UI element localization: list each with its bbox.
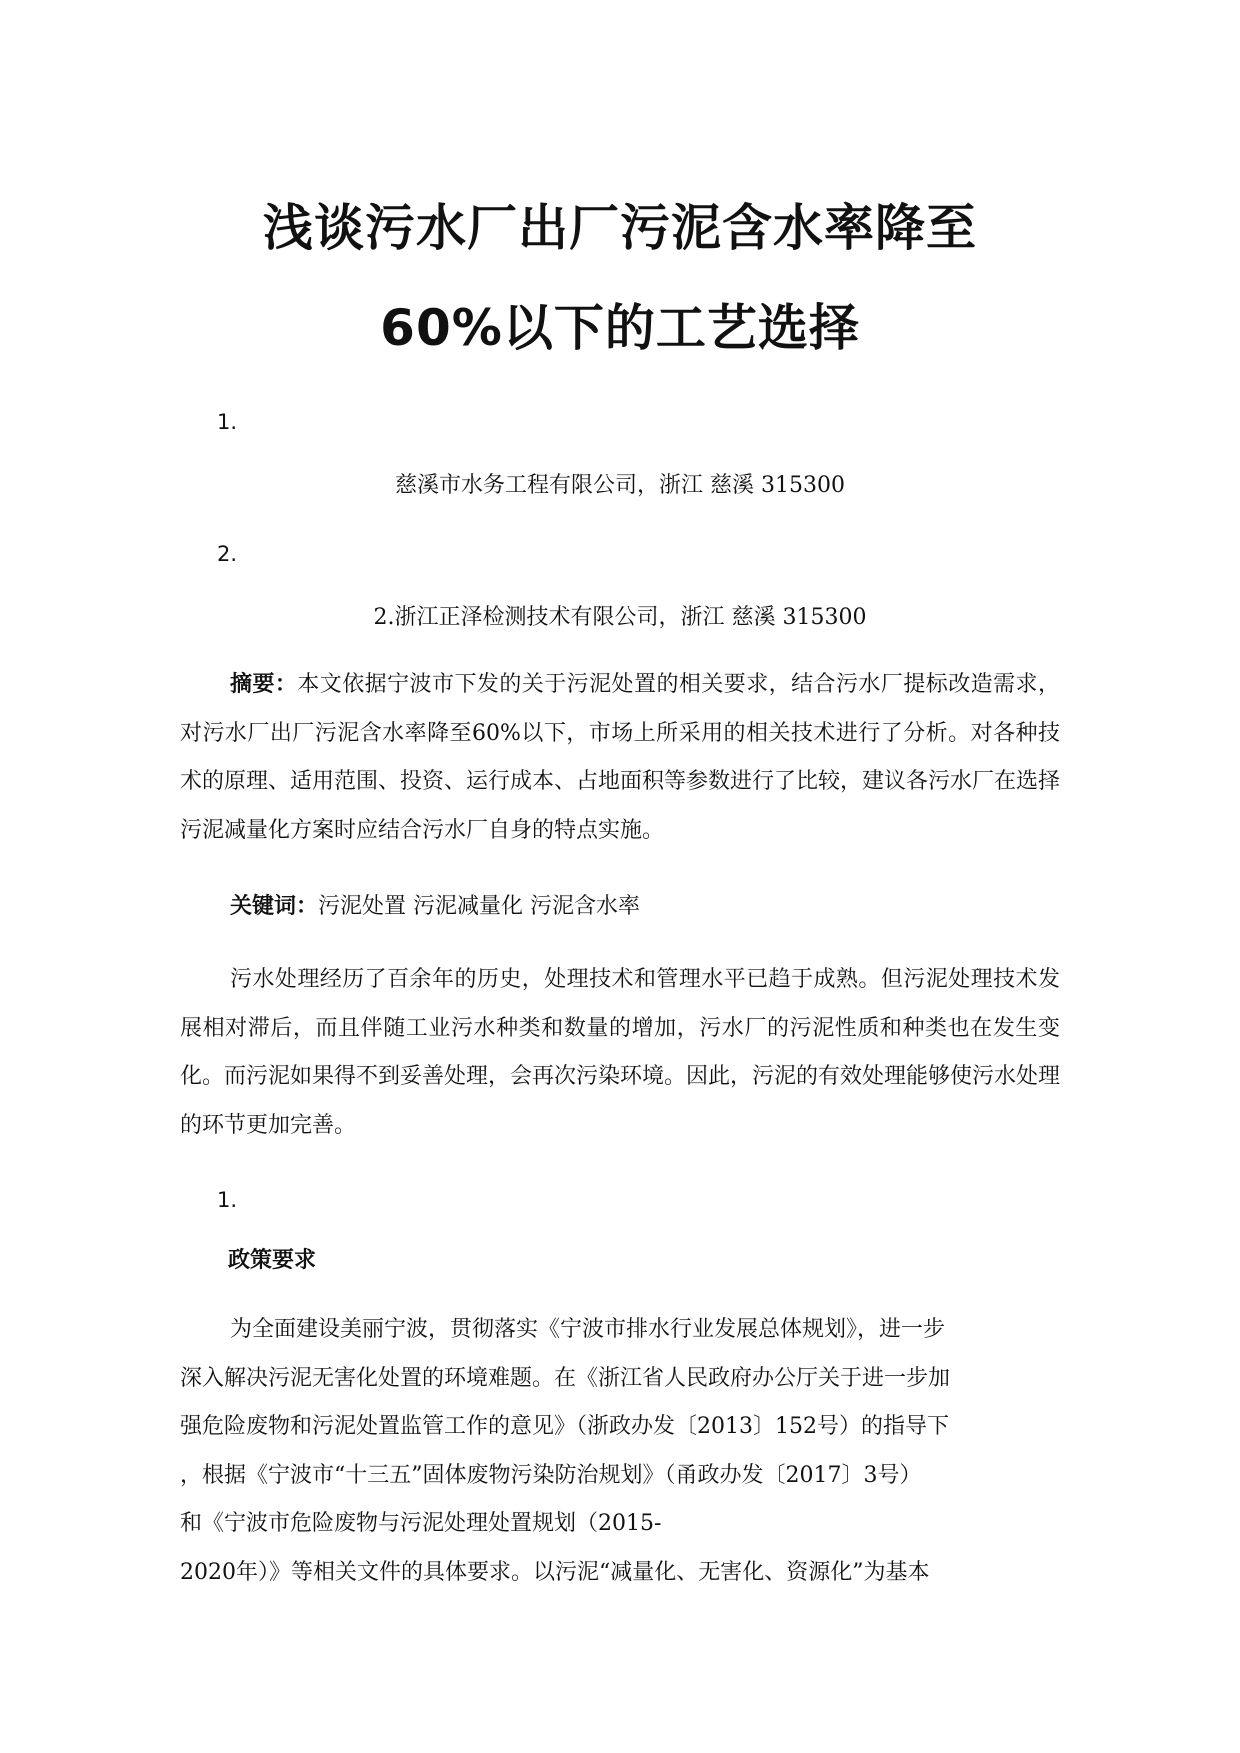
policy-line-5: 和《宁波市危险废物与污泥处理处置规划（2015- bbox=[180, 1511, 662, 1536]
abstract-paragraph bbox=[180, 661, 1060, 855]
keywords-paragraph bbox=[180, 883, 1060, 932]
title-line-2: 60%以下的工艺选择 bbox=[380, 299, 860, 357]
policy-line-6: 2020年）》等相关文件的具体要求。以污泥“减量化、无害化、资源化”为基本 bbox=[180, 1559, 930, 1585]
affiliation-2-text: 2.浙江正泽检测技术有限公司，浙江 慈溪 315300 bbox=[373, 605, 867, 630]
keywords-label: 关键词： bbox=[230, 894, 319, 919]
policy-line-3: 强危险废物和污泥处置监管工作的意见》（浙政办发〔2013〕152号）的指导下 bbox=[180, 1414, 949, 1439]
policy-line-2: 深入解决污泥无害化处置的环境难题。在《浙江省人民政府办公厅关于进一步加 bbox=[180, 1365, 951, 1391]
policy-line-1: 为全面建设美丽宁波，贯彻落实《宁波市排水行业发展总体规划》，进一步 bbox=[230, 1317, 946, 1342]
section-1-heading: 政策要求 bbox=[228, 1248, 317, 1273]
keywords-text: 污泥处置 污泥减量化 污泥含水率 bbox=[318, 894, 641, 919]
title-line-1: 浅谈污水厂出厂污泥含水率降至 bbox=[263, 199, 977, 257]
intro-paragraph: 污水处理经历了百余年的历史，处理技术和管理水平已趋于成熟。但污泥处理技术发展相对滞后，而且伴随工业污水种类和数量的增加，污水厂的污泥性质和种类也在发生变化。而污泥如果得不到妥善处理，会再次污染环境。因此，污泥的有效处理能够使污水处理的环节更加完善。 bbox=[180, 967, 1061, 1138]
policy-line-4: ，根据《宁波市“十三五”固体废物污染防治规划》（甬政办发〔2017〕3号） bbox=[180, 1462, 922, 1488]
affiliation-1-marker: 1. bbox=[217, 410, 238, 434]
policy-paragraph bbox=[180, 1306, 1060, 1597]
affiliation-2-marker: 2. bbox=[217, 542, 238, 566]
section-1-marker: 1. bbox=[217, 1188, 238, 1212]
abstract-text: 本文依据宁波市下发的关于污泥处置的相关要求，结合污水厂提标改造需求，对污水厂出厂污泥含水率降至60%以下，市场上所采用的相关技术进行了分析。对各种技术的原理、适用范围、投资、运行成本、占地面积等参数进行了比较，建议各污水厂在选择污泥减量化方案时应结合污水厂自身的特点实施。 bbox=[180, 672, 1061, 843]
abstract-label: 摘要： bbox=[230, 672, 298, 697]
affiliation-1-text: 慈溪市水务工程有限公司，浙江 慈溪 315300 bbox=[395, 473, 845, 498]
